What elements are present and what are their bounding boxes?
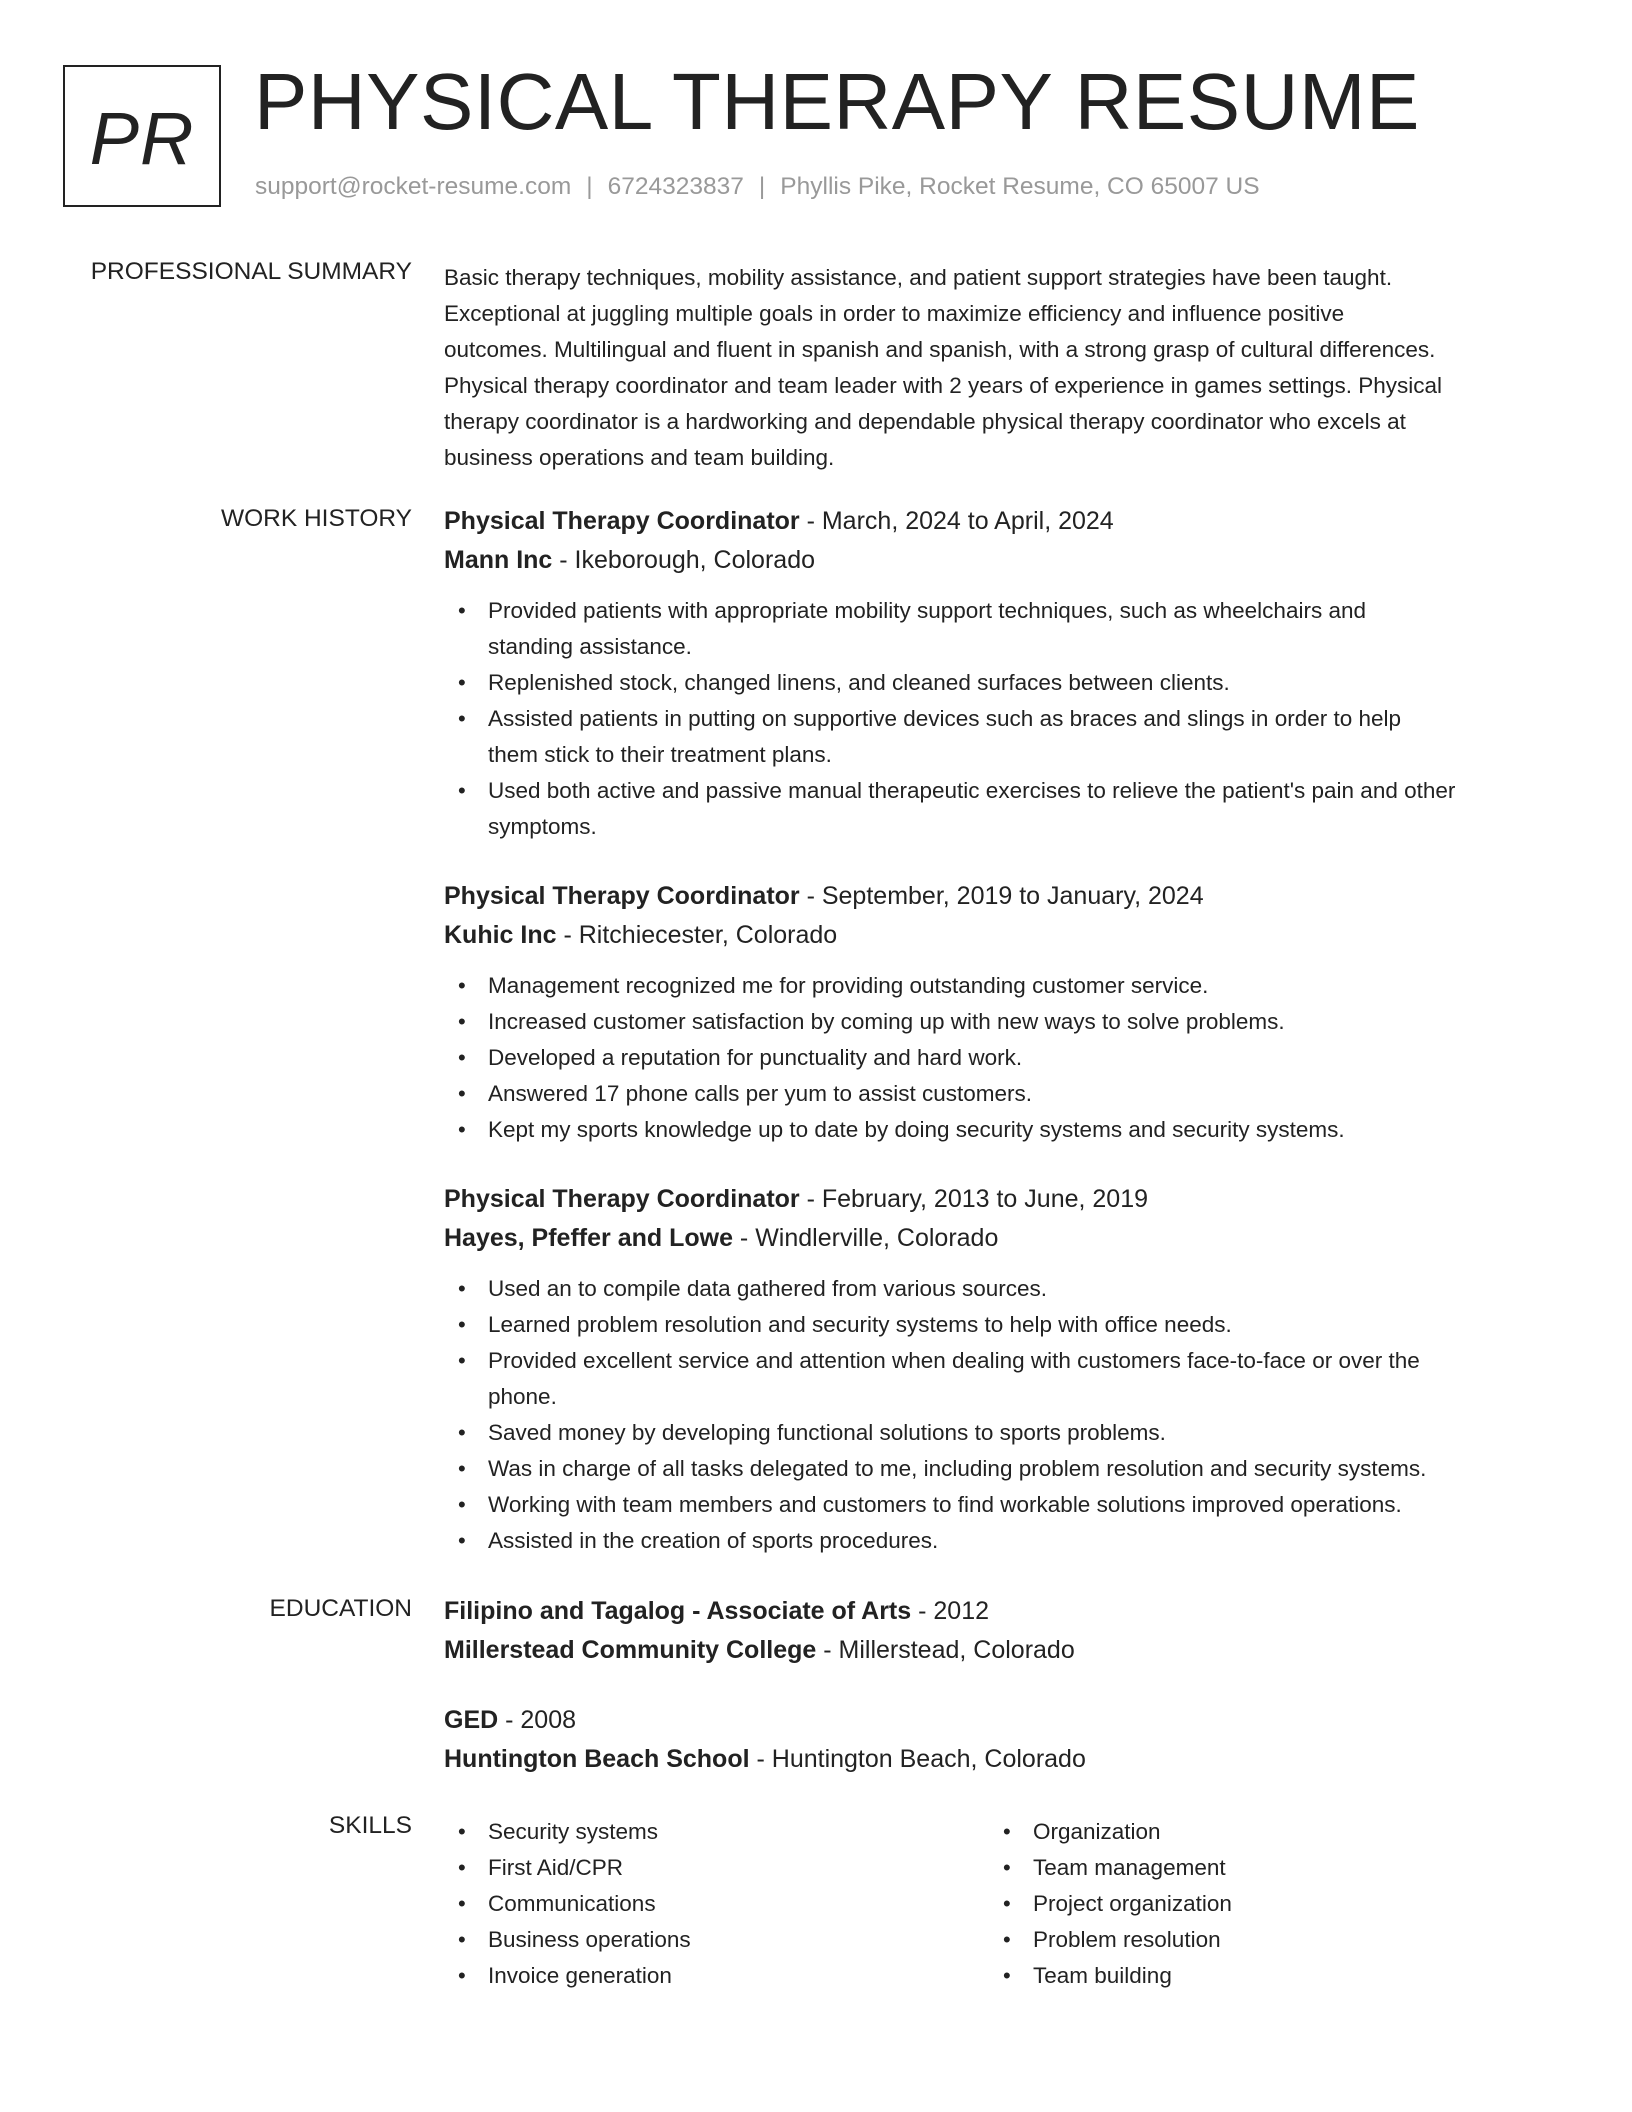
bullet-text: standing assistance. bbox=[488, 634, 692, 659]
monogram-box bbox=[63, 65, 221, 207]
bullet-text: Management recognized me for providing outstanding customer service. bbox=[488, 973, 1209, 998]
bullet-text: Increased customer satisfaction by coming up with new ways to solve problems. bbox=[488, 1009, 1285, 1034]
section-label-summary: PROFESSIONAL SUMMARY bbox=[90, 258, 412, 285]
section-label-skills: SKILLS bbox=[328, 1812, 412, 1839]
summary-line: Physical therapy coordinator and team leader with 2 years of experience in games settings. Physical bbox=[444, 373, 1443, 398]
summary-paragraph bbox=[444, 260, 1544, 476]
bullet-text: Developed a reputation for punctuality and hard work. bbox=[488, 1045, 1023, 1070]
skill-item: • Problem resolution bbox=[989, 1922, 1489, 1958]
job-entry bbox=[444, 502, 1544, 845]
contact-email: support@rocket-resume.com bbox=[255, 173, 572, 200]
job-entry bbox=[444, 877, 1544, 1148]
degree-name: GED bbox=[444, 1706, 499, 1734]
contact-phone: 6724323837 bbox=[607, 173, 744, 200]
bullet-text: Working with team members and customers to find workable solutions improved operations. bbox=[488, 1492, 1402, 1517]
summary-line: therapy coordinator is a hardworking and dependable physical therapy coordinator who excels at bbox=[444, 409, 1406, 434]
job-title-line bbox=[444, 502, 1544, 541]
skill-item: • Invoice generation bbox=[444, 1958, 944, 1994]
school-line bbox=[444, 1631, 1544, 1670]
bullet-text: Used an to compile data gathered from various sources. bbox=[488, 1276, 1048, 1301]
job-title-line bbox=[444, 877, 1544, 916]
bullet-text: Replenished stock, changed linens, and cleaned surfaces between clients. bbox=[488, 670, 1230, 695]
job-title: Physical Therapy Coordinator bbox=[444, 1185, 800, 1213]
education-entry bbox=[444, 1701, 1544, 1779]
page-title: PHYSICAL THERAPY RESUME bbox=[254, 57, 1420, 146]
bullet-text: symptoms. bbox=[488, 814, 597, 839]
job-bullet bbox=[444, 968, 1544, 1004]
job-title: Physical Therapy Coordinator bbox=[444, 882, 800, 910]
school-line bbox=[444, 1740, 1544, 1779]
skill-item: • Team building bbox=[989, 1958, 1489, 1994]
job-bullet bbox=[444, 1487, 1544, 1523]
job-bullet bbox=[444, 1271, 1544, 1307]
job-bullet bbox=[444, 773, 1544, 845]
contact-line bbox=[255, 173, 1260, 201]
job-company: Mann Inc bbox=[444, 546, 553, 574]
job-title: Physical Therapy Coordinator bbox=[444, 507, 800, 535]
degree-line bbox=[444, 1701, 1544, 1740]
job-dates: - March, 2024 to April, 2024 bbox=[799, 507, 1114, 535]
job-bullet bbox=[444, 1451, 1544, 1487]
skill-item: • Business operations bbox=[444, 1922, 944, 1958]
bullet-text: Was in charge of all tasks delegated to me, including problem resolution and security systems. bbox=[488, 1456, 1427, 1481]
skills-list bbox=[444, 1814, 944, 1994]
job-bullet bbox=[444, 1076, 1544, 1112]
school-location: - Millerstead, Colorado bbox=[816, 1636, 1075, 1664]
degree-year: - 2012 bbox=[911, 1597, 990, 1625]
degree-line bbox=[444, 1592, 1544, 1631]
bullet-text: Assisted patients in putting on supportive devices such as braces and slings in order to help bbox=[488, 706, 1402, 731]
job-company: Hayes, Pfeffer and Lowe bbox=[444, 1224, 733, 1252]
contact-separator: | bbox=[586, 173, 593, 200]
job-bullet bbox=[444, 665, 1544, 701]
summary-line: Basic therapy techniques, mobility assistance, and patient support strategies have been taught. bbox=[444, 265, 1393, 290]
bullet-text: Kept my sports knowledge up to date by doing security systems and security systems. bbox=[488, 1117, 1345, 1142]
summary-body bbox=[444, 258, 1544, 476]
job-bullet bbox=[444, 1112, 1544, 1148]
job-entry bbox=[444, 1180, 1544, 1559]
job-bullets bbox=[444, 968, 1544, 1148]
job-title-line bbox=[444, 1180, 1544, 1219]
summary-line: business operations and team building. bbox=[444, 445, 835, 470]
bullet-text: Assisted in the creation of sports procedures. bbox=[488, 1528, 939, 1553]
job-company-line bbox=[444, 541, 1544, 580]
job-bullet bbox=[444, 1004, 1544, 1040]
degree-name: Filipino and Tagalog - Associate of Arts bbox=[444, 1597, 912, 1625]
skills-column-right bbox=[989, 1814, 1489, 1994]
skill-item: • Organization bbox=[989, 1814, 1489, 1850]
job-location: - Windlerville, Colorado bbox=[732, 1224, 999, 1252]
contact-address: Phyllis Pike, Rocket Resume, CO 65007 US bbox=[780, 173, 1260, 200]
bullet-text: phone. bbox=[488, 1384, 557, 1409]
skill-item: • Communications bbox=[444, 1886, 944, 1922]
summary-line: Exceptional at juggling multiple goals in order to maximize efficiency and influence positive bbox=[444, 301, 1345, 326]
bullet-text: Learned problem resolution and security systems to help with office needs. bbox=[488, 1312, 1232, 1337]
bullet-text: Answered 17 phone calls per yum to assist customers. bbox=[488, 1081, 1032, 1106]
job-company: Kuhic Inc bbox=[444, 921, 557, 949]
job-company-line bbox=[444, 1219, 1544, 1258]
job-bullet bbox=[444, 1415, 1544, 1451]
monogram-initials: PR bbox=[89, 96, 195, 180]
school-name: Huntington Beach School bbox=[444, 1745, 750, 1773]
contact-separator: | bbox=[758, 173, 766, 200]
job-dates: - February, 2013 to June, 2019 bbox=[799, 1185, 1149, 1213]
skills-list bbox=[989, 1814, 1489, 1994]
job-bullets bbox=[444, 593, 1544, 845]
bullet-text: Provided excellent service and attention when dealing with customers face-to-face or over the bbox=[488, 1348, 1420, 1373]
job-bullet bbox=[444, 1040, 1544, 1076]
school-name: Millerstead Community College bbox=[444, 1636, 817, 1664]
job-bullets bbox=[444, 1271, 1544, 1559]
section-label-education: EDUCATION bbox=[269, 1595, 412, 1622]
skill-item: • Project organization bbox=[989, 1886, 1489, 1922]
section-label-work: WORK HISTORY bbox=[220, 505, 412, 532]
summary-line: outcomes. Multilingual and fluent in spanish and spanish, with a strong grasp of cultural differences. bbox=[444, 337, 1436, 362]
school-location: - Huntington Beach, Colorado bbox=[749, 1745, 1086, 1773]
job-location: - Ritchiecester, Colorado bbox=[556, 921, 838, 949]
job-bullet bbox=[444, 1307, 1544, 1343]
bullet-text: Saved money by developing functional solutions to sports problems. bbox=[488, 1420, 1166, 1445]
job-bullet bbox=[444, 593, 1544, 665]
skill-item: • Team management bbox=[989, 1850, 1489, 1886]
education-entry bbox=[444, 1592, 1544, 1670]
degree-year: - 2008 bbox=[498, 1706, 577, 1734]
bullet-text: them stick to their treatment plans. bbox=[488, 742, 832, 767]
skills-column-left bbox=[444, 1814, 944, 1994]
bullet-text: Used both active and passive manual therapeutic exercises to relieve the patient's pain and other bbox=[488, 778, 1456, 803]
job-dates: - September, 2019 to January, 2024 bbox=[799, 882, 1204, 910]
job-company-line bbox=[444, 916, 1544, 955]
skill-item: • Security systems bbox=[444, 1814, 944, 1850]
job-bullet bbox=[444, 701, 1544, 773]
bullet-text: Provided patients with appropriate mobility support techniques, such as wheelchairs and bbox=[488, 598, 1366, 623]
skill-item: • First Aid/CPR bbox=[444, 1850, 944, 1886]
job-location: - Ikeborough, Colorado bbox=[552, 546, 816, 574]
job-bullet bbox=[444, 1343, 1544, 1415]
job-bullet bbox=[444, 1523, 1544, 1559]
